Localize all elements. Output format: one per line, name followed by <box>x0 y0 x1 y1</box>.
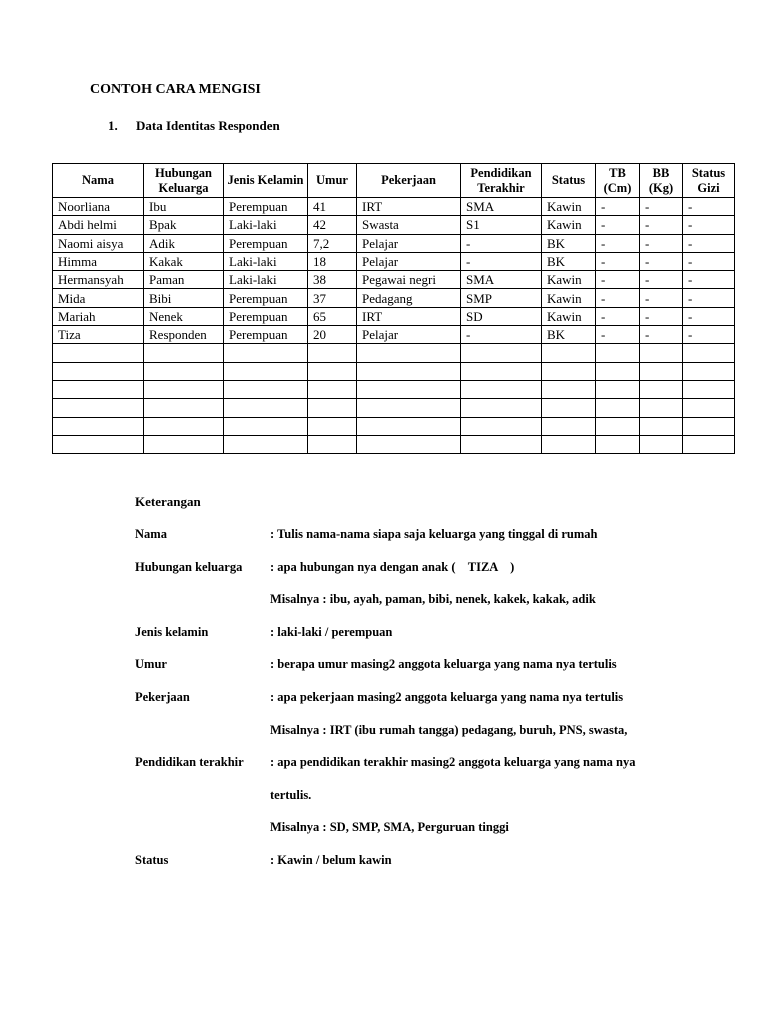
table-cell: - <box>683 252 735 270</box>
note-key: Umur <box>135 657 167 672</box>
table-row <box>53 216 735 234</box>
table-cell <box>224 344 308 362</box>
note-value: : apa pendidikan terakhir masing2 anggota keluarga yang nama nya <box>270 755 636 770</box>
table-row <box>53 271 735 289</box>
note-value: : laki-laki / perempuan <box>270 624 393 639</box>
note-value: : Kawin / belum kawin <box>270 852 392 867</box>
table-cell: - <box>596 289 640 307</box>
note-key: Nama <box>135 527 167 541</box>
table-cell: Kawin <box>542 289 596 307</box>
notes-list <box>135 526 690 885</box>
column-header: Umur <box>308 164 357 198</box>
table-cell: SMA <box>461 271 542 289</box>
note-value: Misalnya : IRT (ibu rumah tangga) pedagang, buruh, PNS, swasta, <box>270 722 628 737</box>
table-cell <box>308 362 357 380</box>
table-cell: Naomi aisya <box>53 234 144 252</box>
table-cell <box>308 399 357 417</box>
note-value: : apa pekerjaan masing2 anggota keluarga yang nama nya tertulis <box>270 689 624 704</box>
table-cell: Adik <box>144 234 224 252</box>
table-cell <box>144 362 224 380</box>
table-cell: Bibi <box>144 289 224 307</box>
table-cell <box>461 362 542 380</box>
section-label: Data Identitas Responden <box>136 118 280 133</box>
table-cell <box>542 399 596 417</box>
table-cell: BK <box>542 326 596 344</box>
table-cell: - <box>683 326 735 344</box>
note-value: : berapa umur masing2 anggota keluarga yang nama nya tertulis <box>270 657 617 672</box>
note-value: : apa hubungan nya dengan anak ( TIZA ) <box>270 559 515 574</box>
note-key: Hubungan keluarga <box>135 559 243 574</box>
table-cell <box>542 380 596 398</box>
table-cell <box>596 380 640 398</box>
table-body <box>53 198 735 454</box>
table-cell <box>640 417 683 435</box>
table-cell: 18 <box>308 252 357 270</box>
table-cell: - <box>461 234 542 252</box>
table-cell: Nenek <box>144 307 224 325</box>
table-cell: BK <box>542 234 596 252</box>
table-row <box>53 399 735 417</box>
document-title: CONTOH CARA MENGISI <box>90 82 261 97</box>
note-row <box>135 526 690 559</box>
table-header-row <box>53 164 735 198</box>
table-cell: Mida <box>53 289 144 307</box>
note-key <box>135 787 270 820</box>
note-key: Pendidikan terakhir <box>135 755 244 770</box>
table-cell: 20 <box>308 326 357 344</box>
note-key <box>135 591 270 624</box>
table-cell <box>224 362 308 380</box>
table-cell: Hermansyah <box>53 271 144 289</box>
table-cell <box>596 344 640 362</box>
table-cell: 38 <box>308 271 357 289</box>
table-cell <box>683 344 735 362</box>
table-cell: - <box>461 326 542 344</box>
table-cell: Kawin <box>542 271 596 289</box>
table-cell: Kawin <box>542 216 596 234</box>
table-cell <box>144 380 224 398</box>
table-cell: Ibu <box>144 198 224 216</box>
table-cell <box>640 344 683 362</box>
table-cell: SMA <box>461 198 542 216</box>
table-row <box>53 344 735 362</box>
table-row <box>53 362 735 380</box>
table-cell: Pelajar <box>357 252 461 270</box>
table-cell: IRT <box>357 198 461 216</box>
table-cell <box>596 435 640 453</box>
table-cell: IRT <box>357 307 461 325</box>
table-cell <box>357 399 461 417</box>
table-cell: Swasta <box>357 216 461 234</box>
table-cell: - <box>461 252 542 270</box>
note-key: Pekerjaan <box>135 689 190 704</box>
table-cell: 42 <box>308 216 357 234</box>
table-cell: Himma <box>53 252 144 270</box>
table-cell: - <box>640 252 683 270</box>
note-row <box>135 754 690 787</box>
table-cell <box>461 380 542 398</box>
table-cell: Laki-laki <box>224 271 308 289</box>
table-cell: Pelajar <box>357 234 461 252</box>
table-cell <box>357 344 461 362</box>
table-cell: Perempuan <box>224 234 308 252</box>
table-cell: - <box>683 198 735 216</box>
note-value: : Tulis nama-nama siapa saja keluarga yang tinggal di rumah <box>270 527 598 541</box>
table-cell: - <box>596 252 640 270</box>
table-cell: - <box>640 234 683 252</box>
table-cell: Abdi helmi <box>53 216 144 234</box>
table-cell <box>596 417 640 435</box>
note-value: tertulis. <box>270 787 312 802</box>
table-cell <box>683 362 735 380</box>
table-cell: - <box>683 234 735 252</box>
table-row <box>53 380 735 398</box>
table-cell <box>224 399 308 417</box>
column-header: Hubungan Keluarga <box>144 164 224 198</box>
note-key: Jenis kelamin <box>135 624 209 639</box>
table-cell: - <box>596 216 640 234</box>
table-cell: Pelajar <box>357 326 461 344</box>
notes-section <box>135 494 690 885</box>
note-value: Misalnya : SD, SMP, SMA, Perguruan tinggi <box>270 820 509 835</box>
table-cell: Tiza <box>53 326 144 344</box>
table-cell: - <box>683 216 735 234</box>
table-cell: Noorliana <box>53 198 144 216</box>
table-cell <box>53 362 144 380</box>
table-cell: 37 <box>308 289 357 307</box>
column-header: TB (Cm) <box>596 164 640 198</box>
note-row <box>135 852 690 885</box>
table-cell: - <box>596 326 640 344</box>
table-cell <box>640 399 683 417</box>
table-cell: 41 <box>308 198 357 216</box>
column-header: Jenis Kelamin <box>224 164 308 198</box>
table-cell <box>53 417 144 435</box>
table-cell <box>542 435 596 453</box>
table-cell <box>542 362 596 380</box>
column-header: Status Gizi <box>683 164 735 198</box>
table-cell <box>640 362 683 380</box>
table-cell <box>357 362 461 380</box>
table-cell: 7,2 <box>308 234 357 252</box>
table-cell <box>357 380 461 398</box>
table-cell <box>308 435 357 453</box>
note-row <box>135 787 690 820</box>
column-header: Status <box>542 164 596 198</box>
table-cell: Paman <box>144 271 224 289</box>
table-cell <box>308 344 357 362</box>
note-key <box>135 819 270 852</box>
table-cell: - <box>640 307 683 325</box>
table-cell: - <box>596 234 640 252</box>
table-cell: SD <box>461 307 542 325</box>
table-cell <box>461 344 542 362</box>
table-cell <box>308 417 357 435</box>
table-cell <box>53 380 144 398</box>
table-cell <box>461 435 542 453</box>
table-cell: - <box>683 271 735 289</box>
table-cell: - <box>596 198 640 216</box>
table-cell: - <box>640 198 683 216</box>
note-row <box>135 819 690 852</box>
table-cell <box>144 417 224 435</box>
table-cell <box>224 435 308 453</box>
note-row <box>135 656 690 689</box>
table-cell: Pegawai negri <box>357 271 461 289</box>
table-cell: - <box>640 216 683 234</box>
note-value: Misalnya : ibu, ayah, paman, bibi, nenek, kakek, kakak, adik <box>270 592 596 607</box>
table-cell <box>461 399 542 417</box>
table-cell <box>683 380 735 398</box>
table-cell: Responden <box>144 326 224 344</box>
note-row <box>135 689 690 722</box>
table-cell <box>144 344 224 362</box>
table-cell: - <box>640 271 683 289</box>
table-row <box>53 198 735 216</box>
table-cell: Kawin <box>542 307 596 325</box>
table-cell: Laki-laki <box>224 252 308 270</box>
table-row <box>53 234 735 252</box>
table-cell: 65 <box>308 307 357 325</box>
table-cell <box>308 380 357 398</box>
table-cell: S1 <box>461 216 542 234</box>
table-row <box>53 289 735 307</box>
table-cell <box>461 417 542 435</box>
table-row <box>53 252 735 270</box>
table-cell <box>683 435 735 453</box>
table-cell: Mariah <box>53 307 144 325</box>
table-cell: Perempuan <box>224 198 308 216</box>
table-row <box>53 435 735 453</box>
table-cell <box>683 417 735 435</box>
table-cell: - <box>640 289 683 307</box>
column-header: BB (Kg) <box>640 164 683 198</box>
table-row <box>53 307 735 325</box>
table-cell <box>542 417 596 435</box>
table-cell: Pedagang <box>357 289 461 307</box>
table-cell <box>53 344 144 362</box>
note-row <box>135 722 690 755</box>
table-cell: Perempuan <box>224 307 308 325</box>
table-cell: Perempuan <box>224 326 308 344</box>
table-row <box>53 326 735 344</box>
note-row <box>135 591 690 624</box>
table-cell: Kawin <box>542 198 596 216</box>
respondent-table <box>52 163 735 454</box>
table-cell <box>640 435 683 453</box>
table-cell <box>224 417 308 435</box>
note-key: Status <box>135 852 169 867</box>
note-row <box>135 624 690 657</box>
table-cell: - <box>683 289 735 307</box>
note-key <box>135 722 270 755</box>
table-cell <box>144 435 224 453</box>
table-row <box>53 417 735 435</box>
column-header: Pekerjaan <box>357 164 461 198</box>
notes-heading: Keterangan <box>135 494 201 509</box>
table-cell <box>596 399 640 417</box>
note-row <box>135 559 690 592</box>
table-cell: SMP <box>461 289 542 307</box>
table-cell <box>640 380 683 398</box>
table-cell: - <box>640 326 683 344</box>
table-cell <box>357 435 461 453</box>
table-cell: Bpak <box>144 216 224 234</box>
table-cell <box>144 399 224 417</box>
column-header: Nama <box>53 164 144 198</box>
table-cell <box>683 399 735 417</box>
table-cell: - <box>683 307 735 325</box>
table-cell: Laki-laki <box>224 216 308 234</box>
table-cell <box>357 417 461 435</box>
table-cell: BK <box>542 252 596 270</box>
table-cell <box>53 399 144 417</box>
table-cell <box>596 362 640 380</box>
table-cell: Kakak <box>144 252 224 270</box>
table-cell <box>53 435 144 453</box>
table-cell <box>542 344 596 362</box>
section-number: 1. <box>108 118 118 133</box>
table-cell: - <box>596 307 640 325</box>
table-cell: Perempuan <box>224 289 308 307</box>
table-cell <box>224 380 308 398</box>
column-header: Pendidikan Terakhir <box>461 164 542 198</box>
section-heading <box>108 118 280 134</box>
table-cell: - <box>596 271 640 289</box>
